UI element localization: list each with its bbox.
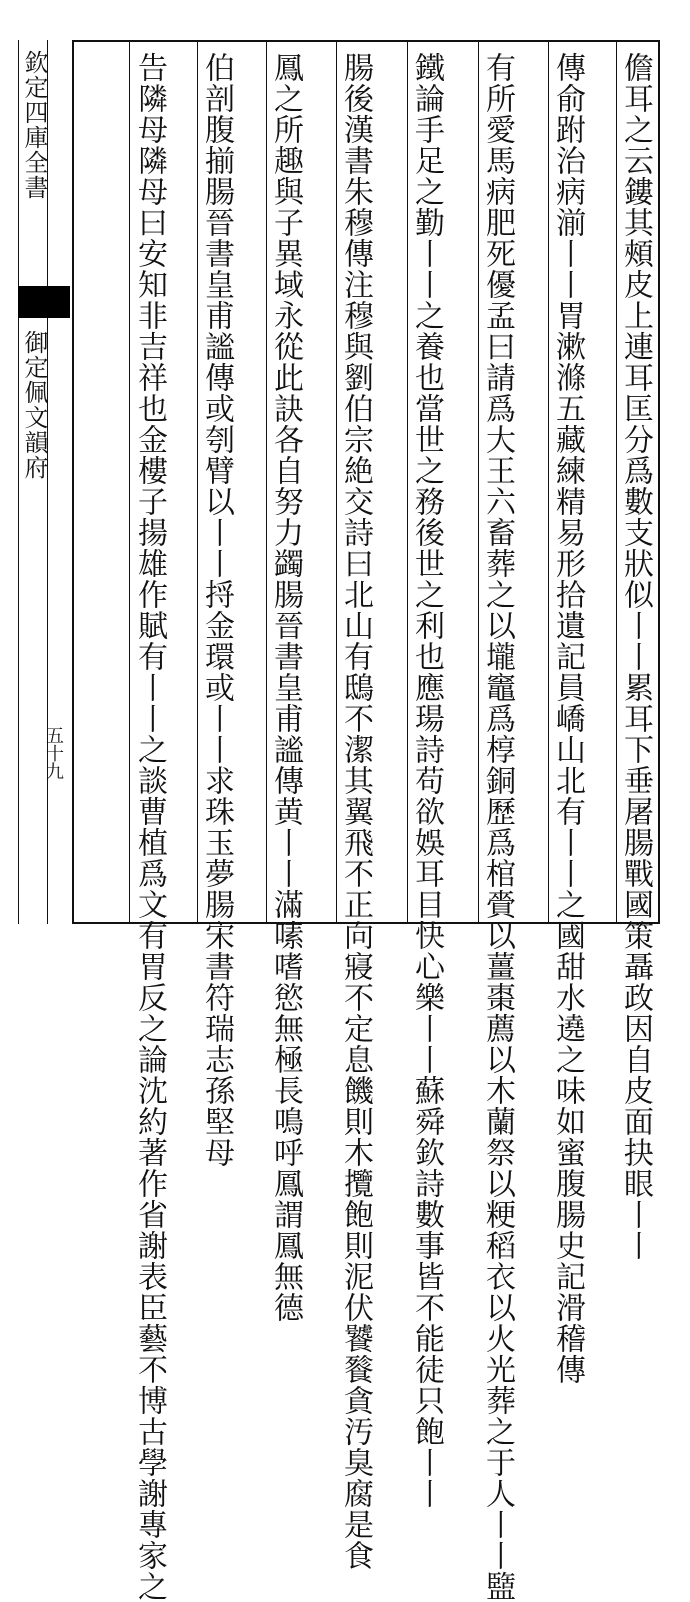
column-rule [478, 40, 479, 924]
text-column-7: 伯剖腹揃腸晉書皇甫謐傳或刳臂以丨丨捋金環或丨丨求珠玉夢腸宋書符瑞志孫堅母 [199, 52, 234, 1168]
column-rule [129, 40, 130, 924]
text-column-8: 告隣母隣母曰安知非吉祥也金樓子揚雄作賦有丨丨之談曹植爲文有胃反之論沈約著作省謝表臣藝不博古學謝專家之 [132, 52, 167, 1602]
text-column-4: 鐵論手足之勤丨丨之養也當世之務後世之利也應瑒詩苟欲娛耳目快心樂丨丨蘇舜欽詩數事皆不能徒只飽丨丨 [409, 52, 444, 1509]
column-rule [616, 40, 617, 924]
text-column-3: 有所愛馬病肥死優孟曰請爲大王六畜葬之以壠竈爲椁銅歷爲棺賫以薑棗薦以木蘭祭以粳稻衣以火光葬之于人丨丨盬 [480, 52, 515, 1602]
column-rule [548, 40, 549, 924]
column-rule [197, 40, 198, 924]
text-column-1: 儋耳之云鏤其頰皮上連耳匡分爲數支狀似丨丨累耳下垂屠腸戰國策聶政因自皮面抉眼丨丨 [618, 52, 653, 1261]
text-column-6: 鳳之所趣與子異域永從此訣各自努力蠲腸晉書皇甫謐傳黄丨丨滿嗉嗜慾無極長鳴呼鳳謂鳳無德 [268, 52, 303, 1323]
fish-tail-mark [18, 286, 70, 318]
text-column-5: 腸後漢書朱穆傳注穆與劉伯宗絶交詩曰北山有鴟不潔其翼飛不正向寢不定息饑則木攬飽則泥伏饕餮貪汚臭腐是食 [338, 52, 373, 1571]
column-rule [266, 40, 267, 924]
text-column-2: 傳俞跗治病湔丨丨胃漱滌五藏練精易形拾遺記員嶠山北有丨丨之國甜水遶之味如蜜腹腸史記滑稽傳 [550, 52, 585, 1385]
column-rule [336, 40, 337, 924]
margin-top-label: 欽定四庫全書 [20, 50, 48, 200]
column-rule [407, 40, 408, 924]
page-number: 五十九 [43, 726, 64, 780]
margin-book-title: 御定佩文韻府 [20, 330, 48, 480]
